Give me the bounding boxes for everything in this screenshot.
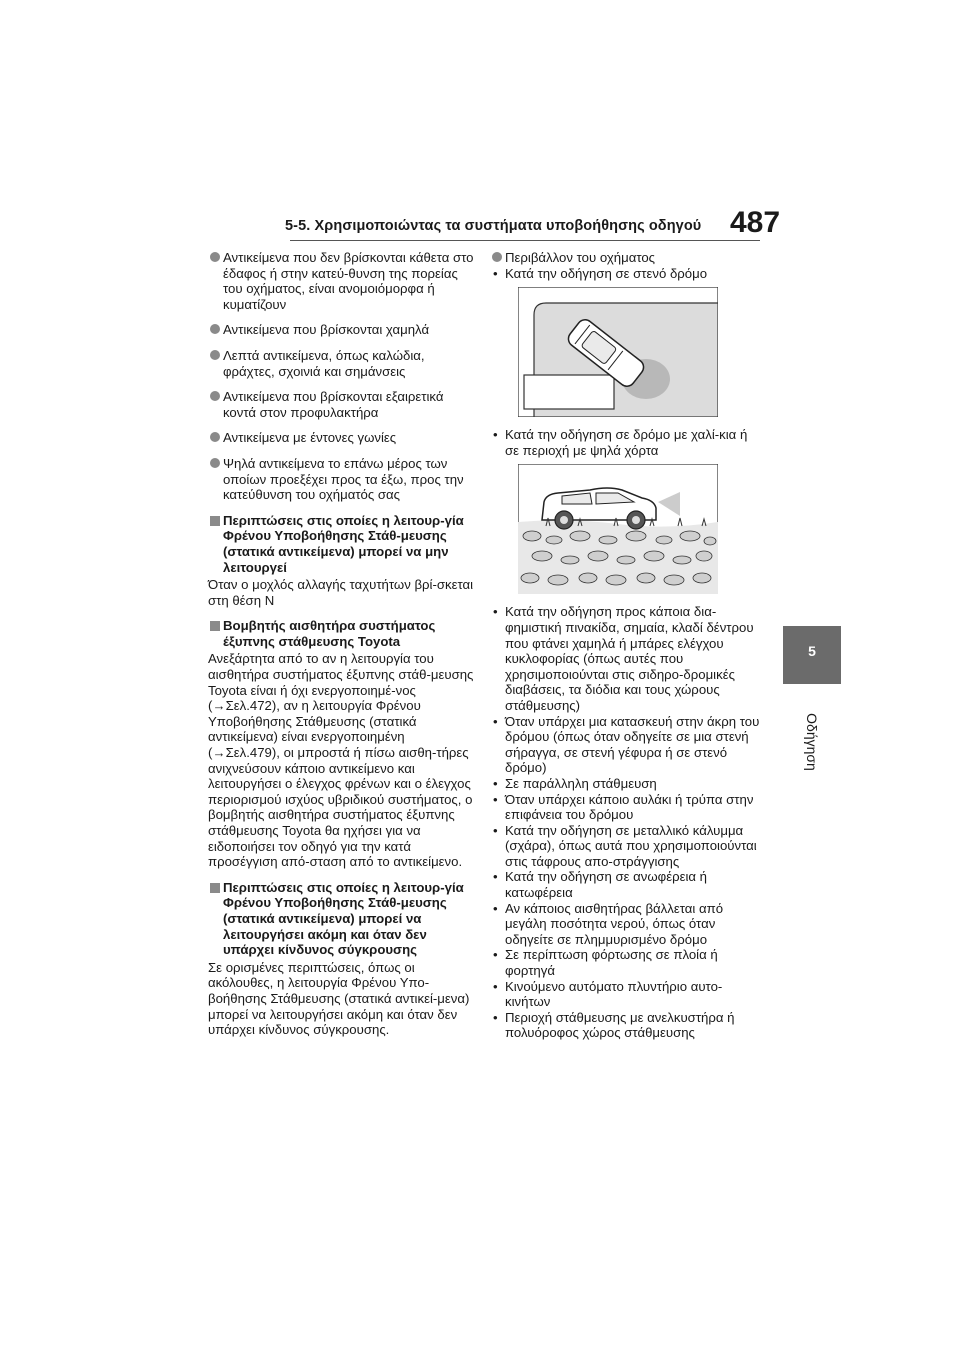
list-item: Αντικείμενα με έντονες γωνίες bbox=[208, 430, 476, 446]
list-item: Λεπτά αντικείμενα, όπως καλώδια, φράχτες, σχοινιά και σημάνσεις bbox=[208, 348, 476, 379]
list-item: • Σε παράλληλη στάθμευση bbox=[490, 776, 760, 792]
list-item: • Σε περίπτωση φόρτωσης σε πλοία ή φορτηγά bbox=[490, 947, 760, 978]
list-item: • Κατά την οδήγηση προς κάποια δια-φημιστική πινακίδα, σημαία, κλαδί δέντρου που φτάνει χαμηλά ή μπάρες ελέγχου κυκλοφορίας (όπως αυτές που χρησιμοποιούνται στις σιδηρο-δρομικές διαβάσεις, τα διόδια και τους χώρους στάθμευσης) bbox=[490, 604, 760, 713]
section-body: Όταν ο μοχλός αλλαγής ταχυτήτων βρί-σκεται στη θέση N bbox=[208, 577, 474, 608]
chapter-label bbox=[784, 692, 840, 792]
list-item: Αντικείμενα που βρίσκονται εξαιρετικά κοντά στον προφυλακτήρα bbox=[208, 389, 476, 420]
list-item: • Περιοχή στάθμευσης με ανελκυστήρα ή πολυόροφος χώρος στάθμευσης bbox=[490, 1010, 760, 1041]
chapter-tab: 5 bbox=[783, 626, 841, 684]
list-item: Ψηλά αντικείμενα το επάνω μέρος των οποίων προεξέχει προς τα έξω, προς την κατεύθυνση του οχήματός σας bbox=[208, 456, 476, 503]
section-heading: Περιπτώσεις στις οποίες η λειτουρ-γία Φρένου Υποβοήθησης Στάθ-μευσης (στατικά αντικείμενα) μπορεί να μην λειτουργεί bbox=[208, 513, 476, 575]
list-item: • Κατά την οδήγηση σε στενό δρόμο bbox=[490, 266, 760, 282]
section-body: Ανεξάρτητα από το αν η λειτουργία του αισθητήρα συστήματος έξυπνης στάθ-μευσης Toyota είναι ή όχι ενεργοποιημέ-νος (→Σελ.472), αν η λειτουργία Φρένου Υποβοήθησης Στάθμευσης (στατικά αντικείμενα) είναι ενεργοποιημένη (→Σελ.479), οι μπροστά ή πίσω αισθη-τήρες ανιχνεύσουν κάποιο αντικείμενο και λειτουργήσει ο έλεγχος φρένων και ο έλεγχος περιορισμού ισχύος υβριδικού συστήματος, ο βομβητής αισθητήρα συστήματος έξυπνης στάθμευσης Toyota θα ηχήσει για να ειδοποιήσει τον οδηγό για την κατά προσέγγιση από-σταση από το αντικείμενο. bbox=[208, 651, 474, 870]
narrow-road-illustration bbox=[518, 287, 718, 417]
section-heading: Περιπτώσεις στις οποίες η λειτουρ-γία Φρένου Υποβοήθησης Στάθ-μευσης (στατικά αντικείμενα) μπορεί να λειτουργήσει ακόμη και όταν δεν υπάρχει κίνδυνος σύγκρουσης bbox=[208, 880, 476, 958]
page-number: 487 bbox=[730, 206, 781, 239]
list-item: • Κατά την οδήγηση σε ανωφέρεια ή κατωφέρεια bbox=[490, 869, 760, 900]
chapter-label-text: Οδήγηση bbox=[804, 713, 820, 771]
section-title: 5-5. Χρησιμοποιώντας τα συστήματα υποβοήθησης οδηγού bbox=[285, 218, 702, 234]
gravel-road-illustration bbox=[518, 464, 718, 594]
section-heading: Βομβητής αισθητήρα συστήματος έξυπνης στάθμευσης Toyota bbox=[208, 618, 476, 649]
section-body: Σε ορισμένες περιπτώσεις, όπως οι ακόλουθες, η λειτουργία Φρένου Υπο-βοήθησης Στάθμευσης (στατικά αντικεί-μενα) μπορεί να λειτουργήσει ακόμη και όταν δεν υπάρχει κίνδυνος σύγκρουσης. bbox=[208, 959, 470, 1038]
header-divider bbox=[290, 240, 760, 241]
right-column bbox=[490, 250, 760, 1041]
left-column bbox=[208, 250, 476, 1048]
list-item: • Κατά την οδήγηση σε μεταλλικό κάλυμμα (σχάρα), όπως αυτά που χρησιμοποιούνται στις τάφρους απο-στράγγισης bbox=[490, 823, 760, 870]
list-item: Αντικείμενα που δεν βρίσκονται κάθετα στο έδαφος ή στην κατεύ-θυνση της πορείας του οχήματος, είναι ανομοιόμορφα ή κυματίζουν bbox=[208, 250, 476, 312]
list-item: • Όταν υπάρχει κάποιο αυλάκι ή τρύπα στην επιφάνεια του δρόμου bbox=[490, 792, 760, 823]
list-item: Αντικείμενα που βρίσκονται χαμηλά bbox=[208, 322, 476, 338]
list-item: • Όταν υπάρχει μια κατασκευή στην άκρη του δρόμου (όπως όταν οδηγείτε σε μια στενή σήραγγα, σε στενή γέφυρα ή σε στενό δρόμο) bbox=[490, 714, 760, 776]
list-item: • Κινούμενο αυτόματο πλυντήριο αυτο-κινήτων bbox=[490, 979, 760, 1010]
list-item: • Κατά την οδήγηση σε δρόμο με χαλί-κια ή σε περιοχή με ψηλά χόρτα bbox=[490, 427, 760, 458]
list-item: Περιβάλλον του οχήματος bbox=[490, 250, 760, 266]
list-item: • Αν κάποιος αισθητήρας βάλλεται από μεγάλη ποσότητα νερού, όπως όταν οδηγείτε σε πλημμυρισμένο δρόμο bbox=[490, 901, 760, 948]
